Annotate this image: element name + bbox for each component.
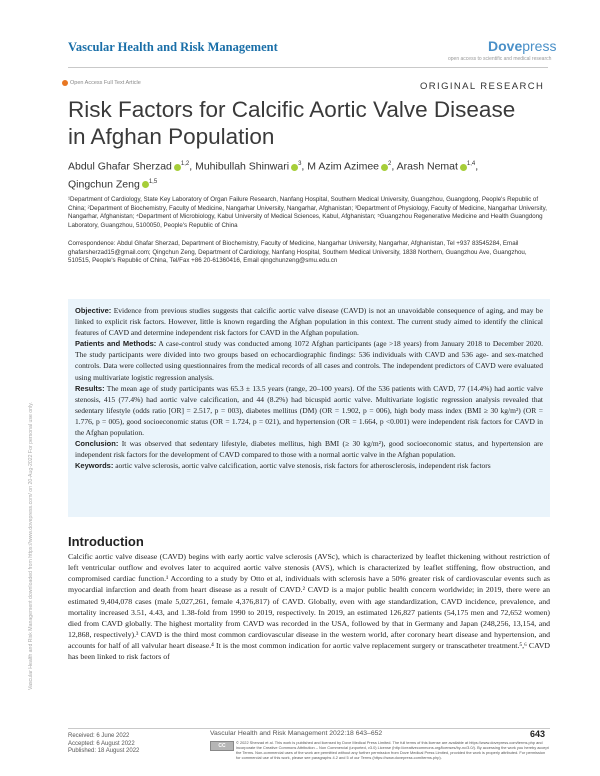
footer-divider (68, 728, 550, 729)
abstract-box (68, 299, 550, 517)
abstract-conclusion: Conclusion: It was observed that sedentary lifestyle, diabetes mellitus, high BMI (≥ 30 kg/m²), good socioeconomic status, and hypertension are independent risk factors for the development of CAVD compared to those with a normal aortic valve in the Afghan population. (75, 439, 544, 460)
page-number: 643 (530, 729, 546, 739)
abstract-text (75, 305, 543, 471)
article-title: Risk Factors for Calcific Aortic Valve Disease in Afghan Population (68, 97, 516, 149)
open-access-icon (62, 80, 68, 86)
download-note: Vascular Health and Risk Management downloaded from https://www.dovepress.com/ on 20-Aug-2022 For personal use only. (28, 402, 34, 690)
affiliations: ¹Department of Cardiology, State Key Laboratory of Organ Failure Research, Nanfang Hospital, Southern Medical University, Guangzhou, Guangdong, People's Republic of China; ²Department of Biochemistry, Faculty of Medicine, Nangarhar University, Nangarhar, Afghanistan; ³Department of Physiology, Faculty of Medicine, Nangarhar University, Nangarhar, Afghanistan; ⁴Department of Microbiology, Kabul University of Medical Sciences, Kabul, Afghanistan; ⁵Guangzhou Regenerative Medicine and Health Guangdong Laboratory, Guangzhou, 5100050, People's Republic of China (68, 196, 547, 229)
orcid-icon[interactable] (174, 164, 181, 171)
article-type: ORIGINAL RESEARCH (420, 81, 545, 92)
cc-license-icon[interactable]: CC (210, 741, 234, 751)
publisher-logo: Dovepress (488, 38, 557, 54)
abstract-results: Results: The mean age of study participants was 65.3 ± 13.5 years (range, 20–100 years). Of the 536 patients with CAVD, 77 (14.4%) had aortic valve stenosis, 415 (77.4%) had aortic valve calcification, and 44 (8.2%) had bicuspid aortic valve. Multivariate logistic regression analysis revealed that sedentary lifestyle (odds ratio [OR] = 2.517, p = 003), diabetes mellitus (DM) (OR = 1.902, p = 006), high body mass index (BMI ≥ 30 kg/m²) (OR = 1.776, p = 005), good socioeconomic status (OR = 1.724, p = 021), and hypertension (OR = 1.664, p <0.001) were independent risk factors for CAVD in the Afghan population. (75, 383, 543, 438)
author-name[interactable]: Qingchun Zeng (68, 178, 140, 190)
orcid-icon[interactable] (142, 181, 149, 188)
header-divider (68, 67, 548, 68)
abstract-methods: Patients and Methods: A case-control study was conducted among 1072 Afghan participants (age >18 years) from January 2018 to December 2020. The study participants were divided into two groups based on echocardiographic findings: 536 individuals with CAVD and 536 age- and sex-matched controls. Data were collected using questionnaires from the medical records of all cases and controls. The independent predictors of CAVD were evaluated using multivariate logistic regression analysis. (75, 339, 543, 382)
license-text: © 2022 Sherzad et al. This work is published and licensed by Dove Medical Press Limited. The full terms of this license are available at https://www.dovepress.com/terms.php and incorporate the Creative Commons Attribution – Non Commercial (unported, v3.0) License (http://creativecommons.org/licenses/by-nc/3.0/). By accessing the work you hereby accept the Terms. Non-commercial uses of the work are permitted without any further permission from Dove Medical Press Limited, provided the work is properly attributed. For permission for commercial use of this work, please see paragraphs 4.2 and 5 of our Terms (https://www.dovepress.com/terms.php). (236, 740, 549, 761)
publisher-tagline: open access to scientific and medical research (448, 56, 552, 62)
citation[interactable]: Vascular Health and Risk Management 2022:18 643–652 (210, 730, 383, 737)
section-heading: Introduction (68, 534, 144, 549)
journal-name: Vascular Health and Risk Management (68, 40, 278, 54)
orcid-icon[interactable] (460, 164, 467, 171)
correspondence: Correspondence: Abdul Ghafar Sherzad, Department of Biochemistry, Faculty of Medicine, Nangarhar University, Nangarhar, Afghanistan, Tel +937 83545284, Email ghafarsherzad15@gmail.com; Qingchun Zeng, Department of Cardiology, Nanfang Hospital, Southern Medical University, 1838 Northern, Guangzhou Ave, Guangzhou, 510515, People's Republic of China, Tel/Fax +86 20-61360416, Email qingchunzeng@smu.edu.cn (68, 240, 527, 265)
publication-dates: Received: 6 June 2022 Accepted: 6 August 2022 Published: 18 August 2022 (68, 733, 140, 754)
orcid-icon[interactable] (381, 164, 388, 171)
author-list: Abdul Ghafar Sherzad $^{1,2}$, Muhibullah Shinwari $^3$, M Azim Azimee $^2$, Arash Nemat $^{1,4}$, Qingchun Zeng $^{1,5}$ (68, 160, 479, 190)
introduction-paragraph: Calcific aortic valve disease (CAVD) begins with early aortic valve sclerosis (AVSc), which is characterized by leaflet thickening without restriction of left ventricular outflow and evolves later to acquired aortic valve stenosis (AVS), which is characterized by leaflet stiffening, flow obstruction, and compromised cardiac function.¹ According to a study by Otto et al, individuals with sclerosis have a 50% greater risk of cardiovascular events such as myocardial infarction and death from heart disease as a result of CAVD.² CAVD is a major public health concern worldwide; in 2019, there were an estimated 9,404,078 cases (male 5,027,261, female 4,376,817) of CAVD. Globally, even with age standardization, CAVD incidence, prevalence, and mortality increased 3.51, 4.43, and 1.38-fold from 1990 to 2019, respectively. In 2019, an estimated 126,827 patients (54,175 men and 72,652 women) died from CAVD globally. The highest mortality from CAVD was recorded in the USA, followed by that in Germany and Japan (248,256, 13,154, and 12,868, respectively).³ CAVD is the third most common cardiovascular disease in the western world, after coronary heart disease and hypertension, and accounts for half of all valvular heart disease.⁴ It is the most common indication for aortic valve replacement surgery or transcatheter treatment.⁵,⁶ CAVD has been linked to risk factors of (68, 552, 550, 662)
abstract-objective: Objective: Evidence from previous studies suggests that calcific aortic valve disease (CAVD) is not an unavoidable consequence of aging, and may be linked to explicit risk factors. However, little is known regarding the Afghan population in this context. The current study aimed to identify the clinical features of CAVD and determine independent risk factors for CAVD in the Afghan population. (75, 306, 543, 338)
author-name[interactable]: Arash Nemat (396, 160, 458, 173)
orcid-icon[interactable] (291, 164, 298, 171)
author-name[interactable]: Abdul Ghafar Sherzad (68, 160, 172, 173)
abstract-keywords: Keywords: aortic valve sclerosis, aortic valve calcification, aortic valve stenosis, risk factors for atherosclerosis, independent risk factors (75, 461, 491, 471)
open-access-label: Open Access Full Text Article (70, 80, 141, 86)
author-name[interactable]: Muhibullah Shinwari (195, 160, 290, 173)
author-name[interactable]: M Azim Azimee (307, 160, 380, 173)
